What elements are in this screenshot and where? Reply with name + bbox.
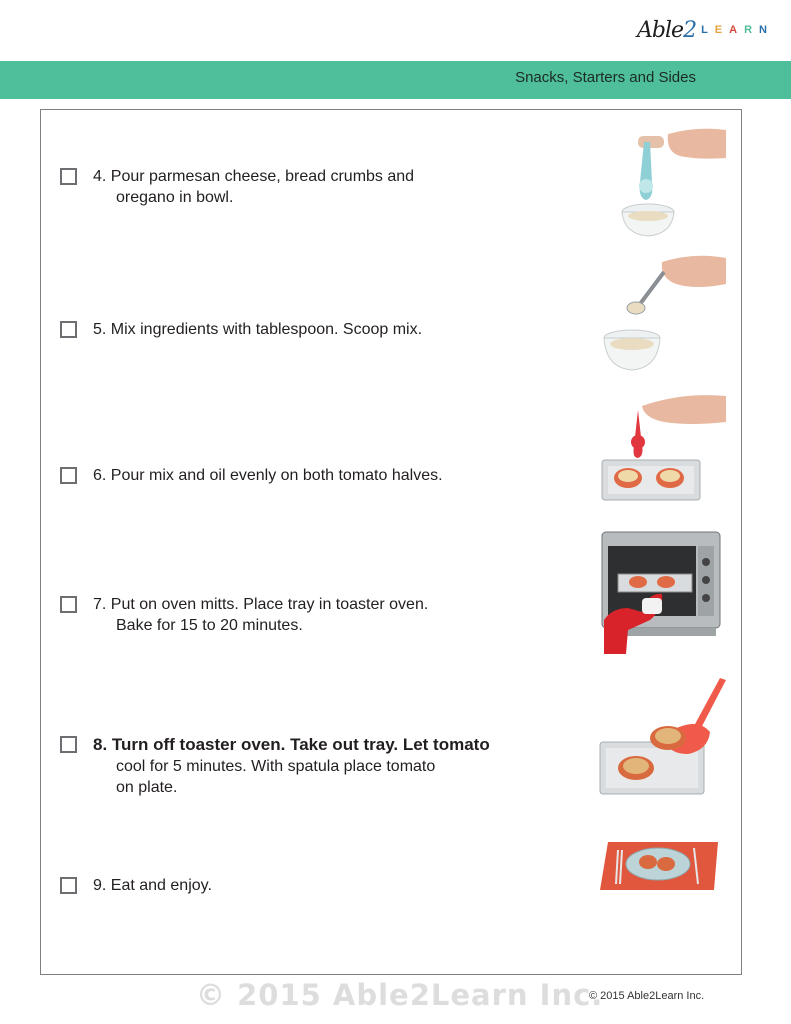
step-9-photo <box>596 838 720 896</box>
step-7-photo <box>598 528 728 658</box>
logo-letter: R <box>744 23 753 36</box>
step-line: cool for 5 minutes. With spatula place tomato <box>116 758 436 775</box>
step-line: Bake for 15 to 20 minutes. <box>116 617 303 634</box>
step-checkbox[interactable] <box>60 321 77 338</box>
step-5-photo <box>596 250 728 378</box>
step-line: 5. Mix ingredients with tablespoon. Scoop mix. <box>93 321 423 338</box>
step-text <box>93 166 414 208</box>
step-text <box>93 594 428 636</box>
watermark-text: © 2015 Able2Learn Inc. <box>196 978 604 1012</box>
step-line: on plate. <box>116 779 178 796</box>
section-header-band <box>0 61 791 99</box>
logo-letter: L <box>701 23 708 36</box>
step-text <box>93 875 212 896</box>
section-title: Snacks, Starters and Sides <box>515 69 696 86</box>
step-checkbox[interactable] <box>60 467 77 484</box>
step-checkbox[interactable] <box>60 596 77 613</box>
step-6-photo <box>598 390 728 505</box>
logo-letter: N <box>759 23 767 36</box>
step-line: 4. Pour parmesan cheese, bread crumbs and <box>93 168 415 185</box>
step-text <box>93 465 443 486</box>
logo-letter: A <box>729 23 738 36</box>
step-text <box>93 734 490 798</box>
logo-script-able: Able <box>637 18 684 43</box>
step-line: 7. Put on oven mitts. Place tray in toaster oven. <box>93 596 429 613</box>
step-line: 8. Turn off toaster oven. Take out tray. Let tomato <box>93 735 490 754</box>
step-checkbox[interactable] <box>60 877 77 894</box>
step-line: oregano in bowl. <box>116 189 234 206</box>
logo-letters <box>701 24 767 36</box>
step-4-photo <box>608 122 728 240</box>
step-checkbox[interactable] <box>60 736 77 753</box>
logo-script-two: 2 <box>683 18 697 43</box>
step-8-photo <box>596 672 730 800</box>
step-text <box>93 319 422 340</box>
logo-letter: E <box>714 23 723 36</box>
step-line: 6. Pour mix and oil evenly on both tomato halves. <box>93 467 443 484</box>
step-checkbox[interactable] <box>60 168 77 185</box>
step-line: 9. Eat and enjoy. <box>93 877 212 894</box>
copyright-text: © 2015 Able2Learn Inc. <box>589 990 705 1002</box>
able2learn-logo <box>637 18 767 43</box>
